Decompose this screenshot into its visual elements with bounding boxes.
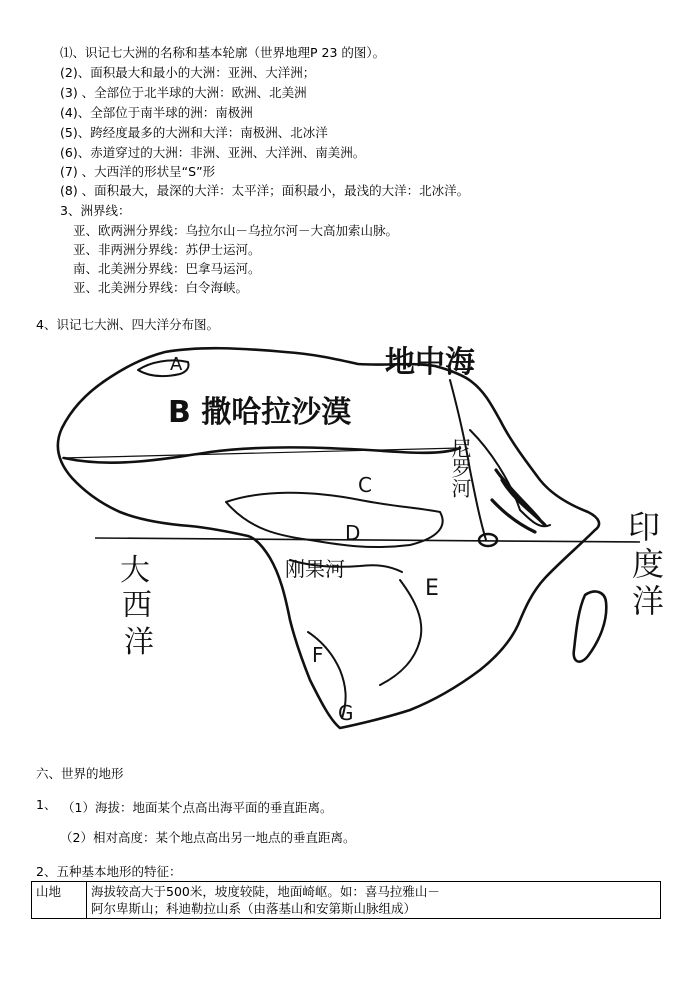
text-line-10: 亚、欧两洲分界线：乌拉尔山－乌拉尔河－大高加索山脉。 xyxy=(73,223,399,238)
equator-line xyxy=(95,538,640,542)
lake-victoria xyxy=(479,534,497,546)
text-line-4: (4)、全部位于南半球的洲：南极洲 xyxy=(60,105,253,120)
text-line-6: (6)、赤道穿过的大洲：非洲、亚洲、大洋洲、南美洲。 xyxy=(60,145,366,160)
table-row xyxy=(32,882,661,919)
map-label-atlantic-2: 西 xyxy=(122,588,152,623)
map-label-g: G xyxy=(338,701,354,725)
item-1b-relative-height: （2）相对高度：某个地点高出另一地点的垂直距离。 xyxy=(60,830,356,845)
madagascar xyxy=(574,591,607,661)
item-1a-altitude: （1）海拔：地面某个点高出海平面的垂直距离。 xyxy=(62,800,333,815)
map-label-b: B 撒哈拉沙漠 xyxy=(168,395,352,430)
item-2-title: 2、五种基本地形的特征： xyxy=(36,864,182,879)
section-6-title: 六、世界的地形 xyxy=(36,766,124,781)
east-hatch xyxy=(492,470,545,532)
text-line-12: 南、北美洲分界线：巴拿马运河。 xyxy=(73,261,261,276)
text-line-13: 亚、北美洲分界线：白令海峡。 xyxy=(73,280,249,295)
landform-description-cell xyxy=(87,882,661,919)
text-line-8: (8) 、面积最大，最深的大洋：太平洋；面积最小，最浅的大洋：北冰洋。 xyxy=(60,183,470,198)
map-label-atlantic-3: 洋 xyxy=(124,625,154,660)
map-label-f: F xyxy=(312,643,324,667)
section-4-title: 4、识记七大洲、四大洋分布图。 xyxy=(36,317,219,332)
map-label-atlantic-1: 大 xyxy=(120,553,150,588)
text-line-1: ⑴、识记七大洲的名称和基本轮廓（世界地理P 23 的图）。 xyxy=(60,45,386,60)
text-line-11: 亚、非两洲分界线：苏伊士运河。 xyxy=(73,242,261,257)
text-line-9: 3、洲界线： xyxy=(60,203,131,218)
map-label-e: E xyxy=(425,576,439,601)
landform-table xyxy=(31,881,661,919)
map-label-congo: 刚果河 xyxy=(285,557,345,581)
text-line-5: (5)、跨经度最多的大洲和大洋：南极洲、北冰洋 xyxy=(60,125,328,140)
africa-map xyxy=(40,340,670,740)
landform-description-line-2: 阿尔卑斯山；科迪勒拉山系（由落基山和安第斯山脉组成） xyxy=(91,901,417,916)
text-line-3: (3) 、全部位于北半球的大洲：欧洲、北美洲 xyxy=(60,85,307,100)
item-1-number: 1、 xyxy=(36,797,57,812)
landform-name-cell: 山地 xyxy=(32,882,87,919)
map-label-indian-1: 印 xyxy=(628,508,661,546)
landform-description-line-1: 海拔较高大于500米，坡度较陡，地面崎岖。如：喜马拉雅山－ xyxy=(91,884,440,899)
region-e-outline xyxy=(380,580,421,685)
map-label-a: A xyxy=(170,354,183,375)
map-label-d: D xyxy=(345,521,361,545)
map-label-c: C xyxy=(358,473,372,497)
text-line-7: (7) 、大西洋的形状呈“S”形 xyxy=(60,164,216,179)
map-label-indian-3: 洋 xyxy=(632,582,665,620)
map-label-nile: 尼罗河 xyxy=(448,438,472,498)
map-label-indian-2: 度 xyxy=(632,545,665,583)
map-label-mediterranean: 地中海 xyxy=(385,345,475,380)
text-line-2: (2)、面积最大和最小的大洲：亚洲、大洋洲； xyxy=(60,65,316,80)
